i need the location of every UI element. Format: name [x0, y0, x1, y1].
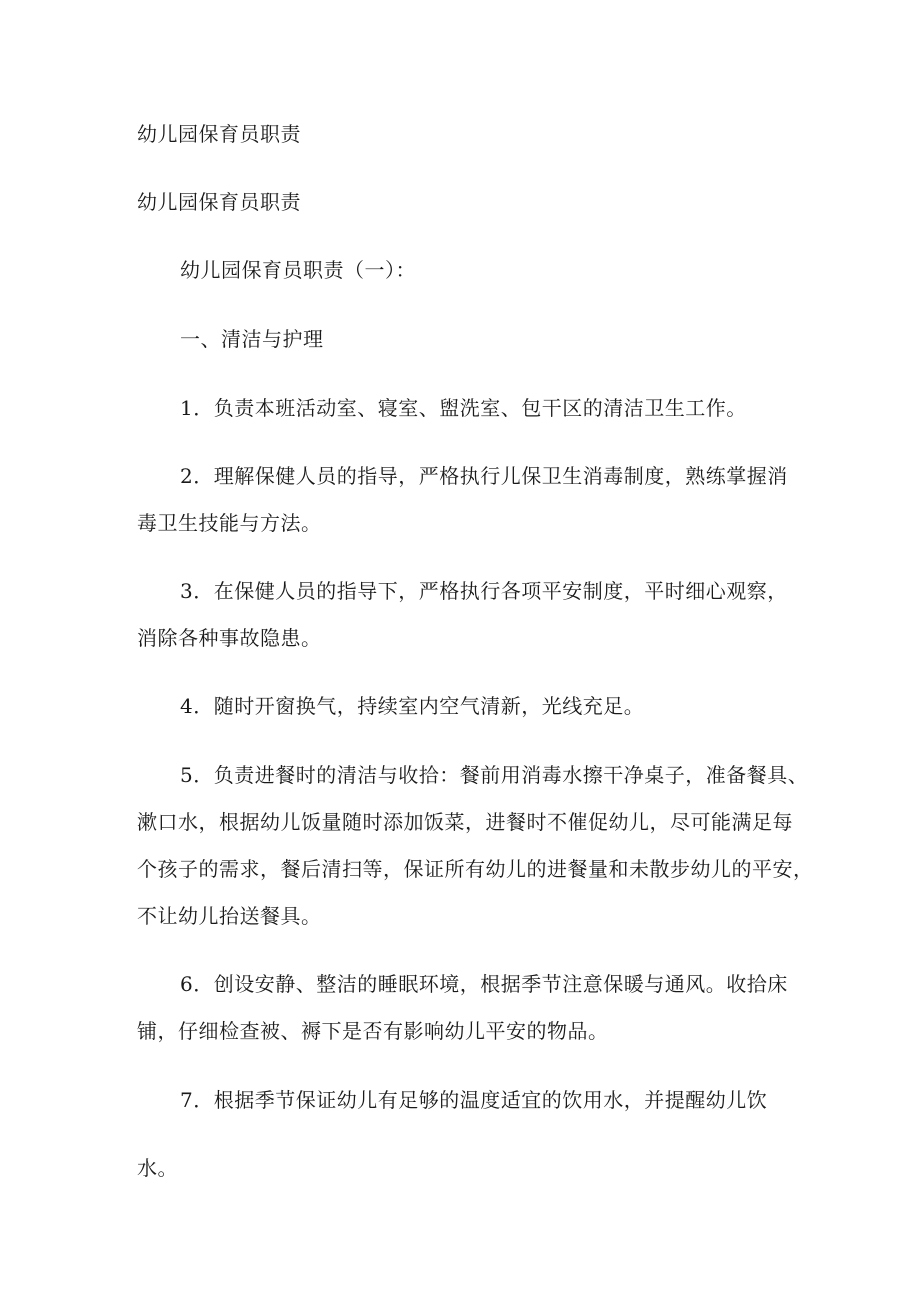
- document-subtitle: 幼儿园保育员职责: [137, 190, 301, 214]
- list-item-7-line-1: 7．根据季节保证幼儿有足够的温度适宜的饮用水，并提醒幼儿饮: [180, 1088, 768, 1112]
- list-item-3-line-1: 3．在保健人员的指导下，严格执行各项平安制度，平时细心观察，: [180, 579, 788, 603]
- list-item-5-line-3: 个孩子的需求，餐后清扫等，保证所有幼儿的进餐量和未散步幼儿的平安，: [137, 857, 814, 881]
- list-item-5-line-4: 不让幼儿抬送餐具。: [137, 904, 322, 928]
- list-item-1-line-1: 1．负责本班活动室、寝室、盥洗室、包干区的清洁卫生工作。: [180, 396, 747, 420]
- list-item-7-line-2: 水。: [137, 1156, 178, 1180]
- list-item-6-line-2: 铺，仔细检查被、褥下是否有影响幼儿平安的物品。: [137, 1019, 609, 1043]
- list-item-5-line-1: 5．负责进餐时的清洁与收拾：餐前用消毒水擦干净桌子，准备餐具、: [180, 763, 809, 787]
- heading-cleaning-and-care: 一、清洁与护理: [180, 327, 324, 351]
- list-item-3-line-2: 消除各种事故隐患。: [137, 626, 322, 650]
- list-item-6-line-1: 6．创设安静、整洁的睡眠环境，根据季节注意保暖与通风。收拾床: [180, 972, 788, 996]
- list-item-4-line-1: 4．随时开窗换气，持续室内空气清新，光线充足。: [180, 694, 645, 718]
- list-item-2-line-2: 毒卫生技能与方法。: [137, 511, 322, 535]
- list-item-5-line-2: 漱口水，根据幼儿饭量随时添加饭菜，进餐时不催促幼儿，尽可能满足每: [137, 810, 793, 834]
- document-title: 幼儿园保育员职责: [137, 122, 301, 146]
- list-item-2-line-1: 2．理解保健人员的指导，严格执行儿保卫生消毒制度，熟练掌握消: [180, 464, 788, 488]
- section-title: 幼儿园保育员职责（一）：: [180, 258, 416, 282]
